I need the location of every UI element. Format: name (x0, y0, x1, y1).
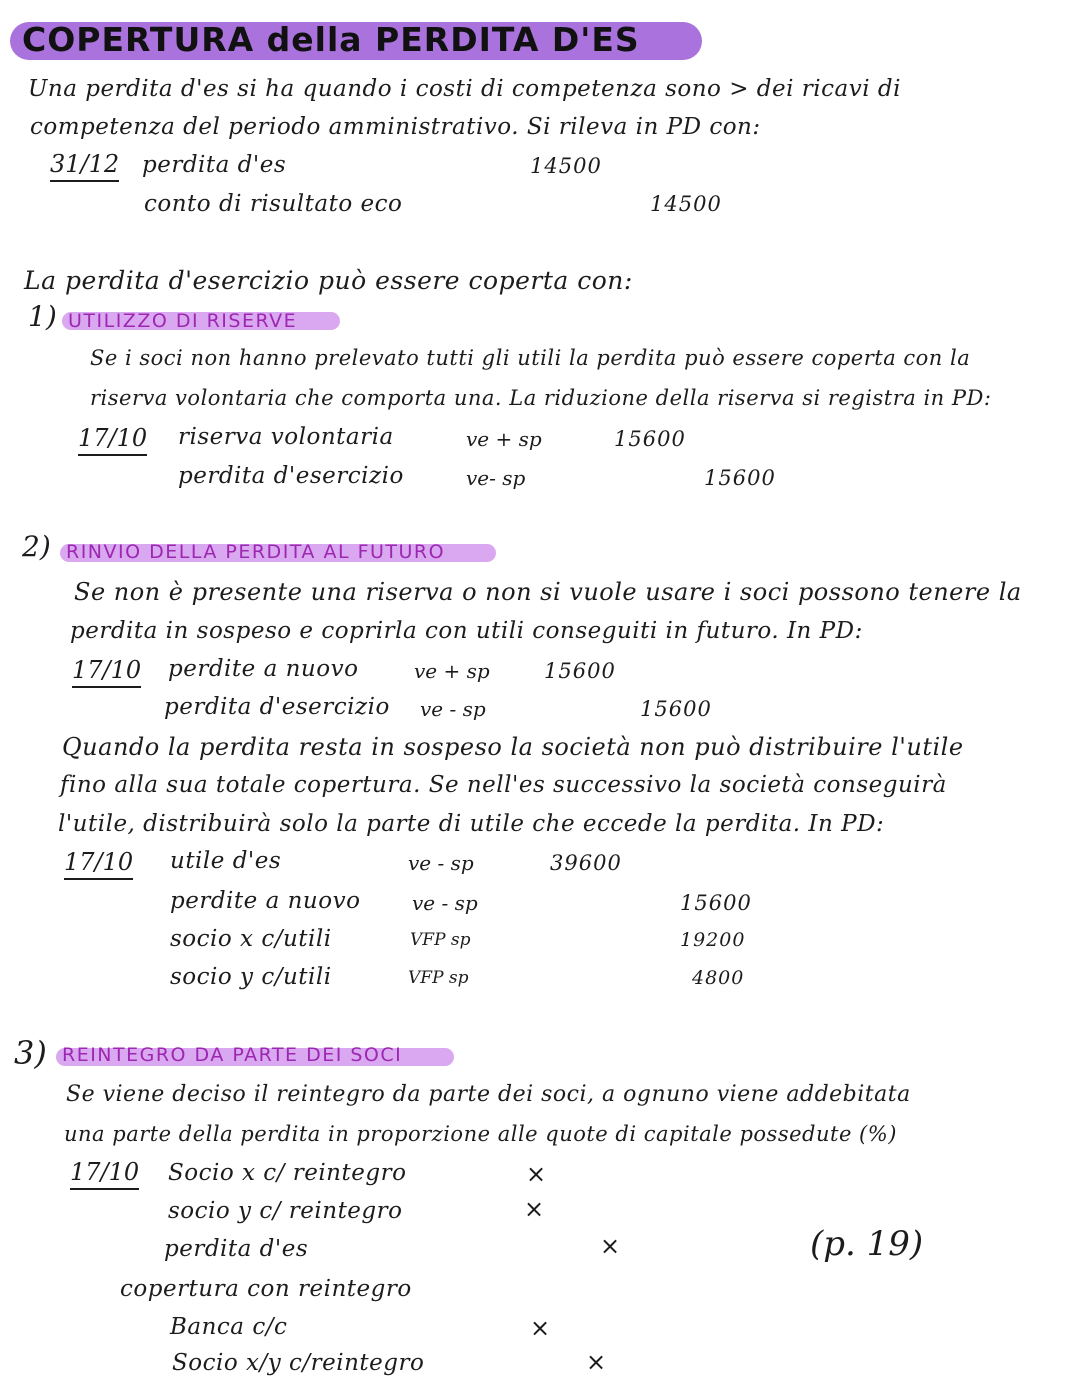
entry-amount: 39600 (550, 851, 622, 875)
entry-amount: 14500 (650, 192, 722, 216)
entry-type: ve + sp (466, 427, 542, 451)
coverage-intro: La perdita d'esercizio può essere coperta con: (24, 266, 633, 295)
entry-account: socio y c/ reintegro (168, 1198, 403, 1224)
entry-account: socio x c/utili (170, 926, 332, 952)
entry-account: Socio x c/ reintegro (168, 1160, 407, 1186)
section2-line-2: perdita in sospeso e coprirla con utili conseguiti in futuro. In PD: (70, 618, 863, 644)
entry-amount: 15600 (640, 697, 712, 721)
entry-account: perdita d'esercizio (178, 463, 404, 489)
entry-amount: 15600 (704, 466, 776, 490)
entry-date: 17/10 (70, 1158, 139, 1190)
section-number: 1) (28, 300, 57, 333)
entry-date: 17/10 (78, 424, 147, 456)
entry-account: riserva volontaria (178, 424, 394, 450)
entry-account: perdite a nuovo (168, 656, 359, 682)
entry-date: 31/12 (50, 150, 119, 182)
entry-amount: × (586, 1348, 607, 1376)
entry-account: perdita d'es (164, 1236, 309, 1262)
entry-amount: 15600 (544, 659, 616, 683)
entry-account: perdita d'esercizio (164, 694, 390, 720)
entry-amount: × (530, 1314, 551, 1342)
entry-type: ve- sp (466, 466, 526, 490)
section3-line-2: una parte della perdita in proporzione alle quote di capitale possedute (%) (64, 1122, 897, 1146)
section3-line-1: Se viene deciso il reintegro da parte dei soci, a ognuno viene addebitata (66, 1082, 911, 1107)
entry-amount: 14500 (530, 154, 602, 178)
entry-account: perdita d'es (142, 152, 287, 178)
entry-account: Socio x/y c/reintegro (172, 1350, 425, 1376)
section-title: UTILIZZO DI RISERVE (68, 310, 298, 332)
page-reference: (p. 19) (810, 1224, 924, 1264)
entry-account: utile d'es (170, 848, 282, 874)
section2-line-5: l'utile, distribuirà solo la parte di utile che eccede la perdita. In PD: (58, 811, 885, 837)
page-title: COPERTURA della PERDITA D'ES (22, 20, 640, 59)
section-title: REINTEGRO DA PARTE DEI SOCI (62, 1044, 403, 1066)
entry-amount: 15600 (614, 427, 686, 451)
section2-line-4: fino alla sua totale copertura. Se nell'es successivo la società conseguirà (60, 772, 947, 798)
intro-line-2: competenza del periodo amministrativo. Si rileva in PD con: (30, 114, 761, 140)
section-number: 2) (22, 530, 51, 563)
entry-amount: × (524, 1195, 545, 1223)
entry-date: 17/10 (64, 848, 133, 880)
entry-type: VFP sp (410, 930, 471, 950)
entry-subheading: copertura con reintegro (120, 1276, 412, 1302)
entry-type: ve - sp (408, 851, 474, 875)
intro-line-1: Una perdita d'es si ha quando i costi di competenza sono > dei ricavi di (28, 76, 901, 102)
entry-amount: × (526, 1160, 547, 1188)
section-number: 3) (14, 1034, 47, 1072)
entry-type: ve - sp (420, 697, 486, 721)
entry-amount: 15600 (680, 891, 752, 915)
section1-line-2: riserva volontaria che comporta una. La riduzione della riserva si registra in PD: (90, 386, 992, 410)
entry-account: socio y c/utili (170, 964, 332, 990)
section2-line-3: Quando la perdita resta in sospeso la società non può distribuire l'utile (62, 733, 964, 761)
entry-amount: 19200 (680, 929, 746, 951)
entry-account: conto di risultato eco (144, 191, 403, 217)
entry-amount: 4800 (692, 967, 745, 989)
entry-type: ve - sp (412, 891, 478, 915)
entry-type: VFP sp (408, 968, 469, 988)
entry-type: ve + sp (414, 659, 490, 683)
entry-account: Banca c/c (170, 1314, 288, 1340)
entry-date: 17/10 (72, 656, 141, 688)
section1-line-1: Se i soci non hanno prelevato tutti gli utili la perdita può essere coperta con la (90, 346, 971, 370)
entry-amount: × (600, 1232, 621, 1260)
entry-account: perdite a nuovo (170, 888, 361, 914)
section2-line-1: Se non è presente una riserva o non si vuole usare i soci possono tenere la (74, 578, 1022, 606)
section-title: RINVIO DELLA PERDITA AL FUTURO (66, 541, 446, 563)
